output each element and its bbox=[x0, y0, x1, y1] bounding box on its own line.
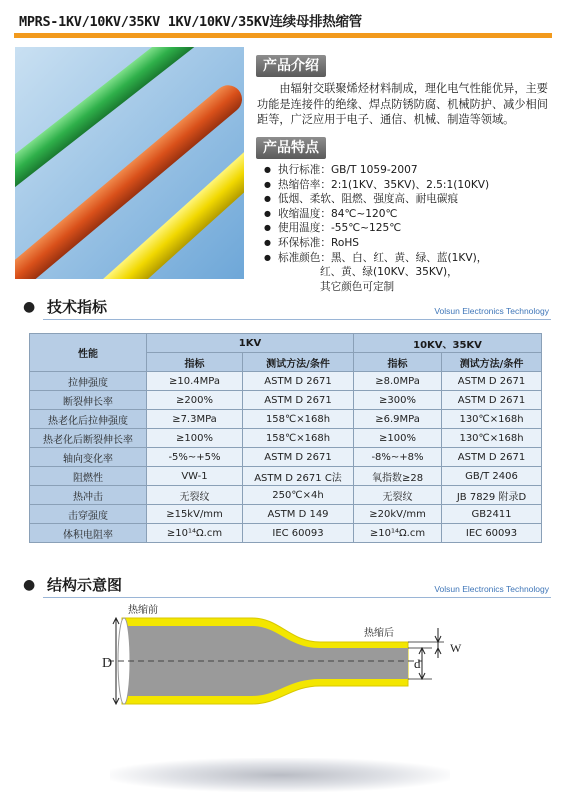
feature-item: ● 执行标准：GB/T 1059-2007 bbox=[264, 163, 554, 178]
feature-item: ● 使用温度：-55℃~125℃ bbox=[264, 221, 554, 236]
structure-diagram bbox=[102, 606, 474, 710]
bullet-icon: ● bbox=[23, 577, 36, 593]
feature-item: ● 环保标准：RoHS bbox=[264, 236, 554, 251]
property-header: 性能 bbox=[30, 334, 147, 372]
specs-section-header bbox=[15, 296, 551, 320]
table-cell: GB2411 bbox=[442, 505, 542, 524]
property-cell: 轴向变化率 bbox=[30, 448, 147, 467]
specs-table bbox=[29, 333, 542, 543]
specs-heading: 技术指标 bbox=[47, 298, 108, 316]
table-row bbox=[30, 448, 542, 467]
sub-header: 测试方法/条件 bbox=[442, 353, 542, 372]
table-cell: 250℃×4h bbox=[243, 486, 354, 505]
feature-item: ● 收缩温度：84℃~120℃ bbox=[264, 207, 554, 222]
table-row bbox=[30, 391, 542, 410]
page-title: MPRS-1KV/10KV/35KV 1KV/10KV/35KV连续母排热缩管 bbox=[19, 14, 362, 30]
table-cell: -5%~+5% bbox=[147, 448, 243, 467]
brand-text: Volsun Electronics Technology bbox=[434, 306, 549, 316]
feature-item: ● 热缩倍率：2:1(1KV、35KV)、2.5:1(10KV) bbox=[264, 178, 554, 193]
product-features-heading: 产品特点 bbox=[256, 137, 326, 159]
group-header-1kv: 1KV bbox=[147, 334, 354, 353]
section-divider bbox=[43, 597, 551, 598]
property-cell: 断裂伸长率 bbox=[30, 391, 147, 410]
table-cell: 158℃×168h bbox=[243, 410, 354, 429]
section-divider bbox=[43, 319, 551, 320]
table-cell: ≥7.3MPa bbox=[147, 410, 243, 429]
table-cell: 158℃×168h bbox=[243, 429, 354, 448]
table-cell: ≥10¹⁴Ω.cm bbox=[354, 524, 442, 543]
property-cell: 阻燃性 bbox=[30, 467, 147, 486]
property-cell: 热老化后断裂伸长率 bbox=[30, 429, 147, 448]
feature-item-continuation: 红、黄、绿(10KV、35KV)， bbox=[320, 266, 458, 279]
table-cell: ASTM D 2671 bbox=[442, 372, 542, 391]
table-cell: ASTM D 2671 bbox=[243, 448, 354, 467]
sub-header: 指标 bbox=[147, 353, 243, 372]
product-intro-text: 由辐射交联聚烯烃材料制成，理化电气性能优异，主要功能是连接件的绝缘、焊点防锈防腐、机械防护、减少相间距等，广泛应用于电子、通信、机械、制造等领域。 bbox=[257, 82, 548, 126]
table-cell: ASTM D 2671 bbox=[442, 448, 542, 467]
table-cell: ≥10.4MPa bbox=[147, 372, 243, 391]
features-list bbox=[264, 163, 554, 294]
sub-header: 测试方法/条件 bbox=[243, 353, 354, 372]
table-cell: ASTM D 149 bbox=[243, 505, 354, 524]
table-cell: GB/T 2406 bbox=[442, 467, 542, 486]
feature-item-continuation: 其它颜色可定制 bbox=[320, 280, 395, 293]
table-cell: ASTM D 2671 bbox=[442, 391, 542, 410]
table-row bbox=[30, 505, 542, 524]
product-photo bbox=[15, 47, 244, 279]
table-cell: VW-1 bbox=[147, 467, 243, 486]
table-cell: ASTM D 2671 bbox=[243, 372, 354, 391]
table-cell: ≥6.9MPa bbox=[354, 410, 442, 429]
bullet-icon: ● bbox=[23, 299, 36, 315]
table-row bbox=[30, 372, 542, 391]
brand-text: Volsun Electronics Technology bbox=[434, 584, 549, 594]
group-header-10kv-35kv: 10KV、35KV bbox=[354, 334, 542, 353]
table-cell: ASTM D 2671 C法 bbox=[243, 467, 354, 486]
property-cell: 击穿强度 bbox=[30, 505, 147, 524]
table-row bbox=[30, 467, 542, 486]
property-cell: 热老化后拉伸强度 bbox=[30, 410, 147, 429]
dim-D-label: D bbox=[102, 656, 113, 671]
table-cell: 无裂纹 bbox=[147, 486, 243, 505]
property-cell: 热冲击 bbox=[30, 486, 147, 505]
table-cell: 130℃×168h bbox=[442, 429, 542, 448]
title-underline bbox=[14, 33, 552, 38]
table-cell: ≥100% bbox=[354, 429, 442, 448]
diagram-section-header bbox=[15, 574, 551, 598]
before-shrink-label: 热缩前 bbox=[128, 605, 158, 616]
dim-W-label: W bbox=[450, 641, 462, 655]
table-cell: ≥15kV/mm bbox=[147, 505, 243, 524]
sub-header: 指标 bbox=[354, 353, 442, 372]
property-cell: 拉伸强度 bbox=[30, 372, 147, 391]
table-row bbox=[30, 524, 542, 543]
after-shrink-label: 热缩后 bbox=[364, 628, 394, 639]
table-cell: 130℃×168h bbox=[442, 410, 542, 429]
feature-item: ● 标准颜色：黑、白、红、黄、绿、蓝(1KV)， bbox=[264, 251, 554, 266]
table-row bbox=[30, 410, 542, 429]
table-cell: ≥20kV/mm bbox=[354, 505, 442, 524]
feature-item: ● 低烟、柔软、阻燃、强度高、耐电碳痕 bbox=[264, 192, 554, 207]
heat-shrink-tubes-image bbox=[15, 47, 244, 279]
table-cell: ≥8.0MPa bbox=[354, 372, 442, 391]
footer-shadow bbox=[110, 758, 450, 792]
table-cell: IEC 60093 bbox=[442, 524, 542, 543]
property-cell: 体积电阻率 bbox=[30, 524, 147, 543]
table-cell: ≥100% bbox=[147, 429, 243, 448]
table-cell: ASTM D 2671 bbox=[243, 391, 354, 410]
diagram-heading: 结构示意图 bbox=[47, 576, 123, 594]
table-row bbox=[30, 486, 542, 505]
table-cell: 氧指数≥28 bbox=[354, 467, 442, 486]
table-cell: 无裂纹 bbox=[354, 486, 442, 505]
table-cell: ≥10¹⁴Ω.cm bbox=[147, 524, 243, 543]
table-cell: -8%~+8% bbox=[354, 448, 442, 467]
dim-d-label: d bbox=[414, 656, 421, 671]
table-cell: ≥300% bbox=[354, 391, 442, 410]
table-row bbox=[30, 429, 542, 448]
table-cell: IEC 60093 bbox=[243, 524, 354, 543]
table-cell: ≥200% bbox=[147, 391, 243, 410]
product-intro-heading: 产品介绍 bbox=[256, 55, 326, 77]
table-cell: JB 7829 附录D bbox=[442, 486, 542, 505]
